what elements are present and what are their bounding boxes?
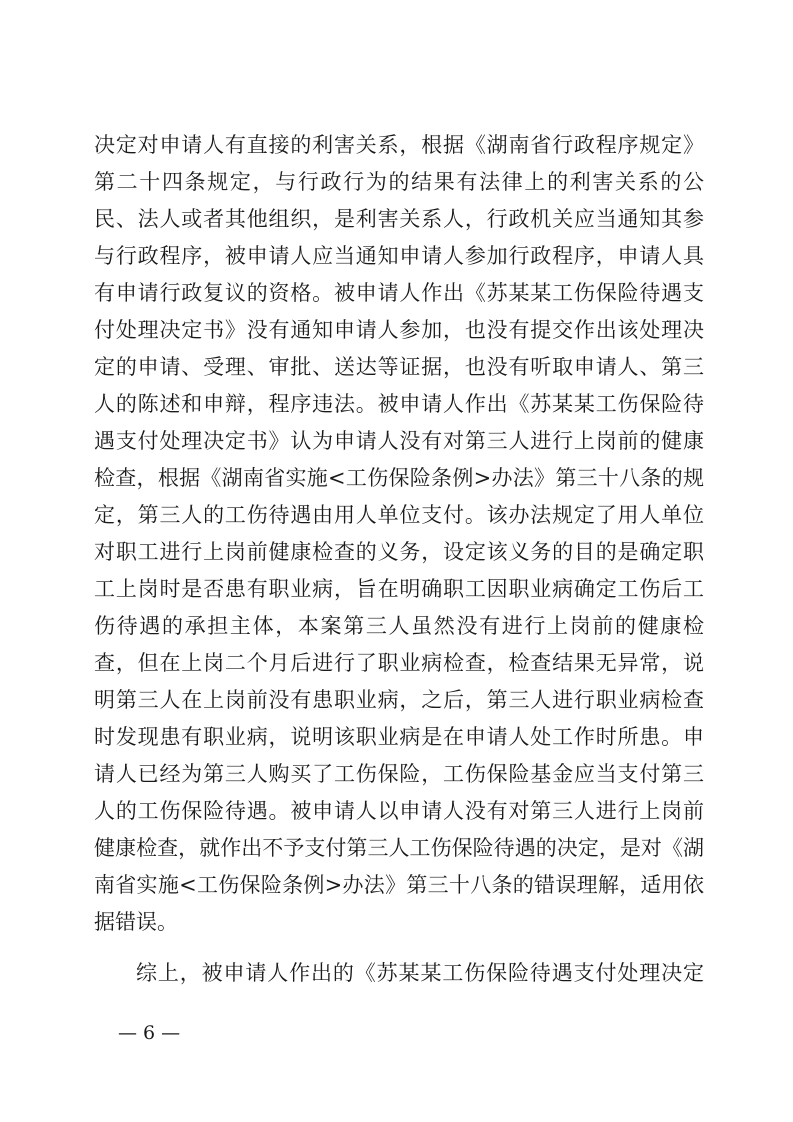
- paragraph-gap: [94, 941, 704, 955]
- text-line: 请人已经为第三人购买了工伤保险，工伤保险基金应当支付第三: [94, 762, 704, 786]
- text-line: 人的工伤保险待遇。被申请人以申请人没有对第三人进行上岗前: [94, 799, 704, 823]
- text-line: 时发现患有职业病，说明该职业病是在申请人处工作时所患。申: [94, 725, 704, 749]
- text-line: 付处理决定书》没有通知申请人参加，也没有提交作出该处理决: [94, 318, 704, 342]
- text-line: 南省实施<工伤保险条例>办法》第三十八条的错误理解，适用依: [94, 873, 704, 897]
- text-line: 定的申请、受理、审批、送达等证据，也没有听取申请人、第三: [94, 355, 704, 379]
- text-line: 伤待遇的承担主体，本案第三人虽然没有进行上岗前的健康检: [94, 614, 704, 638]
- text-line: 民、法人或者其他组织，是利害关系人，行政机关应当通知其参: [94, 207, 704, 231]
- text-line: 有申请行政复议的资格。被申请人作出《苏某某工伤保险待遇支: [94, 281, 704, 305]
- text-line: 人的陈述和申辩，程序违法。被申请人作出《苏某某工伤保险待: [94, 392, 704, 416]
- page-number: — 6 —: [118, 1022, 181, 1044]
- text-line: 第二十四条规定，与行政行为的结果有法律上的利害关系的公: [94, 170, 704, 194]
- body-text: [94, 127, 704, 992]
- text-line: 查，但在上岗二个月后进行了职业病检查，检查结果无异常，说: [94, 651, 704, 675]
- text-line: 决定对申请人有直接的利害关系，根据《湖南省行政程序规定》: [94, 133, 704, 157]
- text-line: 与行政程序，被申请人应当通知申请人参加行政程序，申请人具: [94, 244, 704, 268]
- text-line: 对职工进行上岗前健康检查的义务，设定该义务的目的是确定职: [94, 540, 704, 564]
- text-line: 综上，被申请人作出的《苏某某工伤保险待遇支付处理决定: [136, 961, 704, 985]
- text-line: 明第三人在上岗前没有患职业病，之后，第三人进行职业病检查: [94, 688, 704, 712]
- text-line: 据错误。: [94, 910, 178, 934]
- text-line: 检查，根据《湖南省实施<工伤保险条例>办法》第三十八条的规: [94, 466, 704, 490]
- text-line: 遇支付处理决定书》认为申请人没有对第三人进行上岗前的健康: [94, 429, 704, 453]
- text-line: 健康检查，就作出不予支付第三人工伤保险待遇的决定，是对《湖: [94, 836, 704, 860]
- text-line: 工上岗时是否患有职业病，旨在明确职工因职业病确定工伤后工: [94, 577, 704, 601]
- text-line: 定，第三人的工伤待遇由用人单位支付。该办法规定了用人单位: [94, 503, 704, 527]
